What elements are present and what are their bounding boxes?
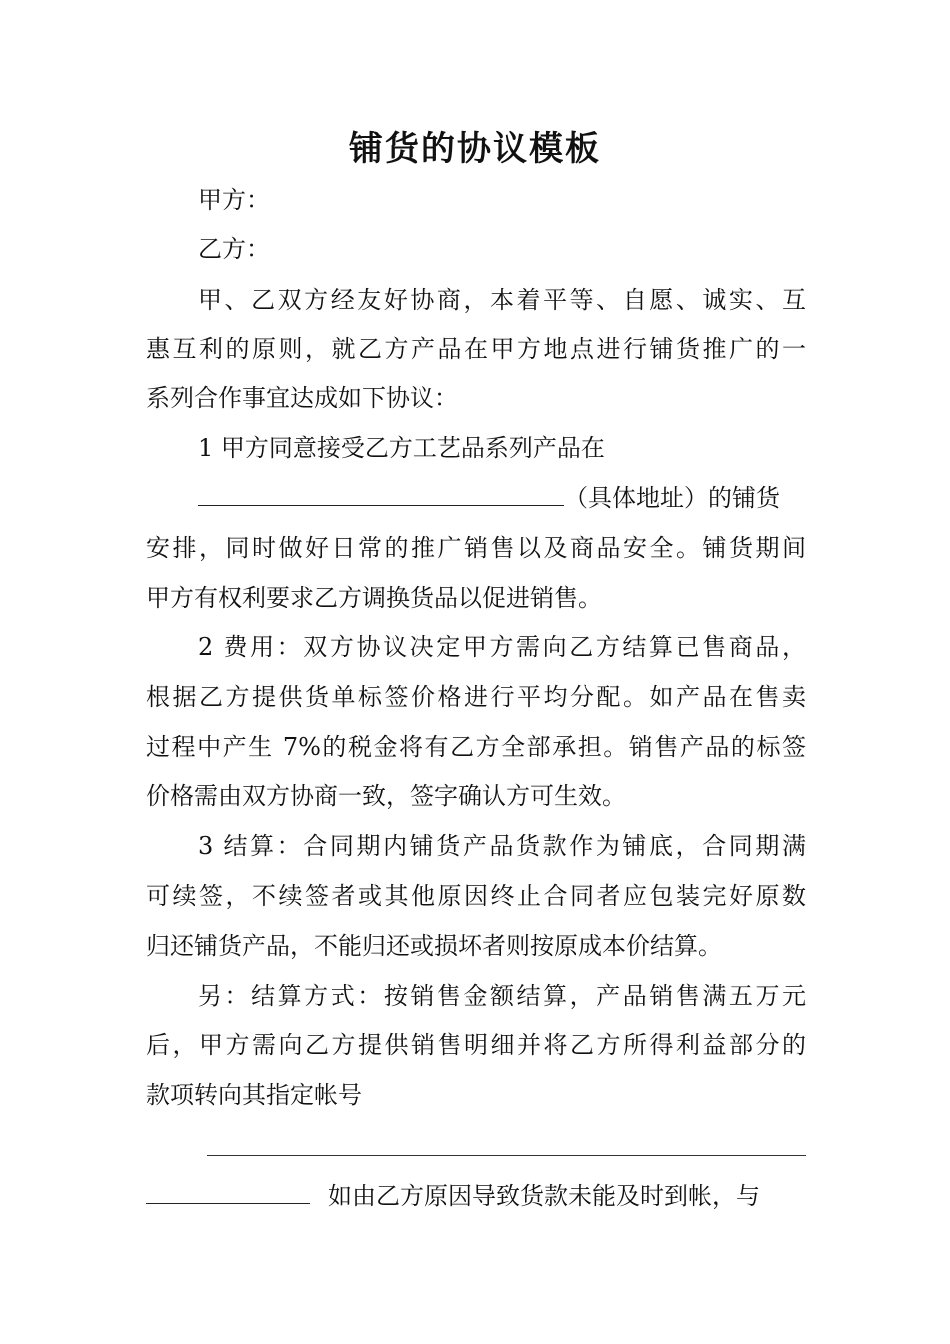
clause2-line-2: 根据乙方提供货单标签价格进行平均分配。如产品在售卖	[146, 683, 806, 711]
clause2-line-4: 价格需由双方协商一致，签字确认方可生效。	[146, 782, 626, 810]
settlement-line-3: 款项转向其指定帐号	[146, 1081, 362, 1109]
address-blank	[198, 504, 564, 506]
final-line-blank	[146, 1202, 310, 1204]
final-line	[146, 1179, 806, 1213]
clause1-line-3: 安排，同时做好日常的推广销售以及商品安全。铺货期间	[146, 534, 806, 562]
clause1-line-1: 1 甲方同意接受乙方工艺品系列产品在	[198, 434, 605, 462]
intro-line-3: 系列合作事宜达成如下协议：	[146, 384, 458, 412]
settlement-line-2: 后，甲方需向乙方提供销售明细并将乙方所得利益部分的	[146, 1031, 806, 1059]
final-line-text: 如由乙方原因导致货款未能及时到帐，与	[328, 1182, 760, 1210]
clause3-line-1: 3 结算：合同期内铺货产品货款作为铺底，合同期满	[198, 832, 806, 860]
clause1-address-suffix: （具体地址）的铺货	[564, 484, 780, 512]
settlement-line-1: 另：结算方式：按销售金额结算，产品销售满五万元	[198, 982, 806, 1010]
clause3-line-3: 归还铺货产品，不能归还或损坏者则按原成本价结算。	[146, 932, 722, 960]
clause3-line-2: 可续签，不续签者或其他原因终止合同者应包装完好原数	[146, 882, 806, 910]
clause1-line-4: 甲方有权利要求乙方调换货品以促进销售。	[146, 584, 602, 612]
party-a-label: 甲方：	[198, 186, 270, 214]
intro-line-1: 甲、乙双方经友好协商，本着平等、自愿、诚实、互	[198, 286, 806, 314]
clause2-line-3: 过程中产生 7%的税金将有乙方全部承担。销售产品的标签	[146, 733, 806, 761]
intro-line-2: 惠互利的原则，就乙方产品在甲方地点进行铺货推广的一	[146, 335, 806, 363]
clause1-line-2	[198, 481, 806, 515]
clause2-line-1: 2 费用：双方协议决定甲方需向乙方结算已售商品，	[198, 633, 806, 661]
account-number-blank	[207, 1155, 806, 1156]
party-b-label: 乙方：	[198, 235, 270, 263]
document-title: 铺货的协议模板	[349, 129, 601, 169]
